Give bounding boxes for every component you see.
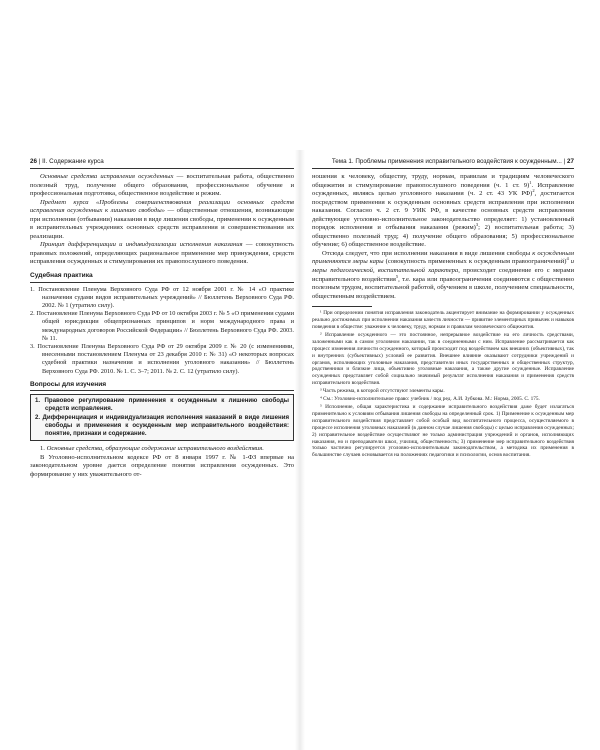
footnote-ref: 5 bbox=[395, 273, 399, 279]
book-gutter bbox=[295, 150, 305, 750]
footnote-ref: 3 bbox=[475, 222, 479, 228]
right-page bbox=[312, 158, 574, 460]
study-questions-heading: Вопросы для изучения bbox=[30, 381, 294, 392]
court-practice-item: 2. Постановление Пленума Верховного Суда РФ от 10 октября 2003 г. № 5 «О применении судами общей юрисдикции общепризнанных принципов и норм международного права и международных договоров Российской Федерации» // Бюллетень Верховного Суда РФ. 2003. № 11. bbox=[30, 310, 294, 342]
definition-paragraph-2: Предмет курса «Проблемы совершенствования реализации основных средств исправления осужденных к лишению свободы» — общественные отношения, возникающие при исполнении (отбывании) наказания в виде лишения свободы, применении к осужденным в исправительных учреждениях основных средств исправления и совершенствовании их реализации. bbox=[30, 198, 294, 240]
study-questions-box bbox=[30, 394, 294, 441]
section-1-title: 1. Основные средства, образующие содержание исправительного воздействия. bbox=[40, 445, 264, 453]
footnote-ref: 2 bbox=[532, 188, 535, 194]
court-practice-heading: Судебная практика bbox=[30, 272, 294, 283]
definition-paragraph-1: Основные средства исправления осужденных — воспитательная работа, общественно полезный труд, получение общего образования, профессиональное обучение и профессиональная подготовка, общественное воздействие и режим. bbox=[30, 173, 294, 198]
footnote-ref: 1 bbox=[529, 179, 532, 185]
footnote: ² Исправление осужденного — это постоянное, непрерывное воздействие на его личность средствами, заложенными как в самом уголовном наказании, так в соединенными с ним. Исправление рассматривается как процесс изменения личности осужденного, который происходит под воздействием как внешних (объективных), так и внутренних (субъективных) условий ее развития. Внешнее влияние оказывают сотрудники учреждений и органов, исполняющих уголовные наказания, представители иных государственных и общественных структур, родственники и близкие лица, объективно уголовные наказания, а также другие осужденные. Исправление осужденных представляет собой социально значимый результат исполнения наказания и применения средств исправительного воздействия. bbox=[312, 331, 574, 387]
left-running-header bbox=[30, 158, 294, 169]
right-page-number: 27 bbox=[566, 158, 574, 165]
footnote: ⁴ См.: Уголовно-исполнительное право: учебник / под ред. А.И. Зубкова. М.: Норма, 2005. С. 175. bbox=[320, 396, 540, 403]
footnote-separator bbox=[312, 306, 372, 307]
court-practice-item: 1. Постановление Пленума Верховного Суда РФ от 12 ноября 2001 г. № 14 «О практике назначения судами видов исправительных учреждений» // Бюллетень Верховного Суда РФ. 2002. № 1 (утратило силу). bbox=[30, 285, 294, 309]
study-question: 2. Дифференциация и индивидуализация исполнения наказаний в виде лишения свободы и применения к осужденным мер исправительного воздействия: понятие, признаки и содержание. bbox=[35, 413, 289, 437]
body-paragraph: ношения к человеку, обществу, труду, нормам, правилам и традициям человеческого общежития и стимулирование правопослушного поведения (ч. 1 ст. 9)$^1$. Исправление осужденных, являясь целью уголовного наказания (ч. 2 ст. 43 УК РФ)$^2$, достигается посредством применения к осужденным основных средств исправления при исполнении наказания. Согласно ч. 2 ст. 9 УИК РФ, в качестве основных средств исправления действующее уголовно-исполнительное законодательство определяет: 1) установленный порядок исполнения и отбывания наказания (режим)$^3$; 2) воспитательная работа; 3) общественно полезный труд; 4) получение общего образования; 5) профессиональное обучение; 6) общественное воздействие. bbox=[312, 173, 574, 249]
body-paragraph: Отсюда следует, что при исполнении наказания в виде лишения свободы к осужденным применяются меры кары (совокупность примененных к осужденным правоограничений)$^4$ и меры педагогической, воспитательной характера, происходит соединение его с мерами исправительного воздействия$^5$, т.е. кара или правоограничения соединяются с общественно полезным трудом, воспитательной работой, обучением в школе, получением специальности, общественным воздействием. bbox=[312, 249, 574, 300]
body-paragraph: В Уголовно-исполнительном кодексе РФ от 8 января 1997 г. № 1-ФЗ впервые на законодательном уровне дается определение понятия исправления осужденных. Это формирование у них уважительного от- bbox=[30, 453, 294, 478]
right-header-separator: | bbox=[563, 158, 566, 165]
definition-paragraph-3: Принцип дифференциации и индивидуализации исполнения наказания — совокупность правовых положений, определяющих рациональное применение мер принуждения, средств исправления осужденных и стимулирования их правопослушного поведения. bbox=[30, 241, 294, 266]
footnote: ¹ При определении понятия исправления законодатель акцентирует внимание на формировании у осужденных реально достижимых при исполнении наказания качеств личности — привитие элементарных привычек и навыков поведения в обществе: уважение к человеку, труду, нормам и правилам человеческого общежития. bbox=[312, 310, 574, 331]
right-section-title: Тема 1. Проблемы применения исправительного воздействия к осужденным... bbox=[331, 158, 562, 165]
court-practice-item: 3. Постановление Пленума Верховного Суда РФ от 29 октября 2009 г. № 20 (с изменениями, внесенными постановлением Пленума от 23 декабря 2010 г. № 31) «О некоторых вопросах судебной практики назначения и исполнения уголовного наказания» // Бюллетень Верховного Суда РФ. 2010. № 1. С. 3–7; 2011. № 2. С. 12 (утратило силу). bbox=[30, 342, 294, 375]
left-page-number: 26 bbox=[30, 158, 38, 165]
left-page bbox=[30, 158, 294, 480]
study-question: 1. Правовое регулирование применения к осужденным к лишению свободы средств исправления. bbox=[35, 397, 289, 413]
footnote-ref: 4 bbox=[566, 256, 569, 262]
left-header-separator: | bbox=[38, 158, 41, 165]
footnote: ⁵ Исполнение, общая характеристика и содержание исправительного воздействия даже будет излагаться применительно к условиям отбывания лишения свободы на определенный срок. 1) Применение к осужденным мер исправительного воздействия представляет собой особый вид воспитательного процесса, осуществляемого в процессе исполнения уголовных наказаний (в данном случае лишения свободы) с целью исправления осужденных; 2) исправительное воздействие осуществляют не только администрация учреждений и органов, исполняющих наказания, но и преподаватели школ, училищ, общественность; 3) применение мер исправительного воздействия только частично регулируется уголовно-исполнительным законодательством, а методика их применения в большинстве случаев основывается на положениях педагогики и психологии, основ воспитания. bbox=[312, 403, 574, 459]
right-running-header bbox=[312, 158, 574, 169]
left-section-title: II. Содержание курса bbox=[42, 158, 104, 165]
footnote: ³ Часть режима, в которой отсутствуют элементы кары. bbox=[320, 388, 445, 395]
